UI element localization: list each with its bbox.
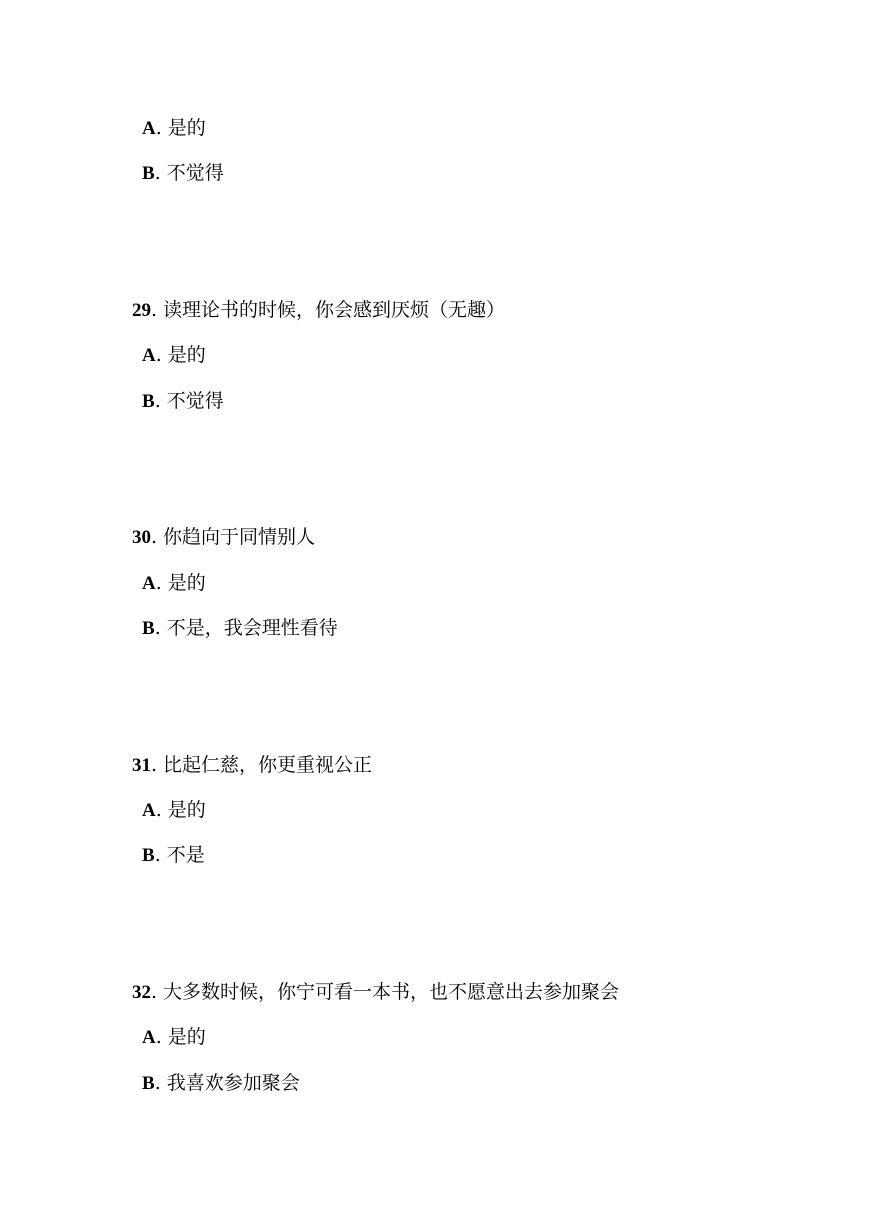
option-label: A xyxy=(142,800,156,821)
lead-option-a: A. 是的 xyxy=(142,117,206,139)
question-31: 31. 比起仁慈，你更重视公正 xyxy=(132,754,373,776)
question-number: 30 xyxy=(132,527,151,548)
option-text: 是的 xyxy=(167,1026,206,1048)
question-number: 32 xyxy=(132,982,151,1003)
question-32-option-a: A. 是的 xyxy=(142,1026,206,1048)
question-32: 32. 大多数时候，你宁可看一本书，也不愿意出去参加聚会 xyxy=(132,981,620,1003)
question-30-option-b: B. 不是，我会理性看待 xyxy=(142,617,338,639)
option-text: 是的 xyxy=(167,799,206,821)
option-label: B xyxy=(142,391,155,412)
option-text: 我喜欢参加聚会 xyxy=(166,1072,300,1094)
question-29-option-b: B. 不觉得 xyxy=(142,390,224,412)
option-text: 是的 xyxy=(167,572,206,594)
option-label: A xyxy=(142,118,156,139)
question-29-option-a: A. 是的 xyxy=(142,344,206,366)
option-label: A xyxy=(142,1027,156,1048)
option-text: 不觉得 xyxy=(166,162,224,184)
question-31-option-b: B. 不是 xyxy=(142,844,205,866)
option-text: 不是 xyxy=(166,844,205,866)
option-label: B xyxy=(142,845,155,866)
lead-option-b: B. 不觉得 xyxy=(142,162,224,184)
option-text: 是的 xyxy=(167,344,206,366)
option-label: B xyxy=(142,163,155,184)
question-number: 31 xyxy=(132,755,151,776)
question-30: 30. 你趋向于同情别人 xyxy=(132,526,316,548)
option-label: A xyxy=(142,573,156,594)
question-text: 比起仁慈，你更重视公正 xyxy=(163,754,373,776)
option-text: 不是，我会理性看待 xyxy=(166,617,338,639)
question-text: 大多数时候，你宁可看一本书，也不愿意出去参加聚会 xyxy=(163,981,620,1003)
question-29: 29. 读理论书的时候，你会感到厌烦（无趣） xyxy=(132,299,506,321)
option-text: 不觉得 xyxy=(166,390,224,412)
option-label: B xyxy=(142,618,155,639)
question-text: 读理论书的时候，你会感到厌烦（无趣） xyxy=(163,299,506,321)
question-32-option-b: B. 我喜欢参加聚会 xyxy=(142,1072,300,1094)
question-number: 29 xyxy=(132,300,151,321)
question-30-option-a: A. 是的 xyxy=(142,572,206,594)
question-text: 你趋向于同情别人 xyxy=(163,526,316,548)
option-label: B xyxy=(142,1073,155,1094)
question-31-option-a: A. 是的 xyxy=(142,799,206,821)
option-label: A xyxy=(142,345,156,366)
option-text: 是的 xyxy=(167,117,206,139)
